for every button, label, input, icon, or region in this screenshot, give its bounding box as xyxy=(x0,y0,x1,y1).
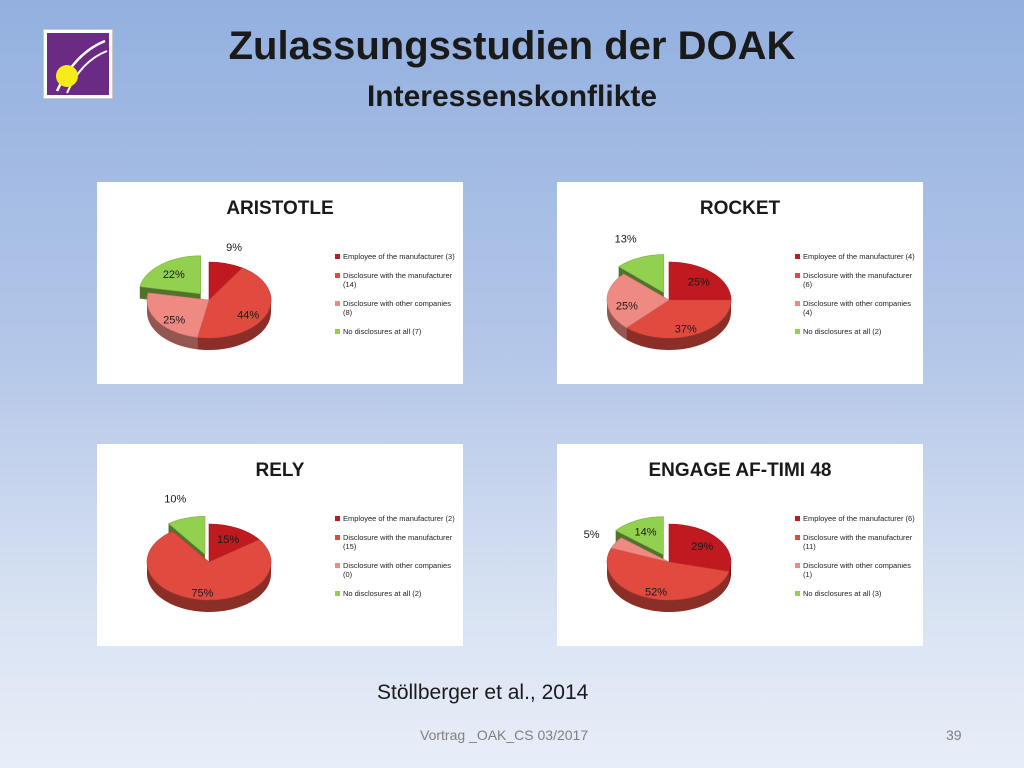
legend-item-disclosure-other xyxy=(795,561,921,580)
legend-item-disclosure-manufacturer xyxy=(795,271,921,290)
page-title: Zulassungsstudien der DOAK xyxy=(228,24,796,68)
legend-swatch xyxy=(335,516,340,521)
legend-label: No disclosures at all (2) xyxy=(343,588,422,598)
legend-swatch xyxy=(335,591,340,596)
legend-swatch xyxy=(335,563,340,568)
chart-legend xyxy=(335,514,461,607)
chart-card-rely xyxy=(97,444,463,646)
chart-title: ARISTOTLE xyxy=(226,198,334,219)
legend-swatch xyxy=(795,563,800,568)
legend-label: Disclosure with other companies (0) xyxy=(343,560,451,579)
page-number: 39 xyxy=(946,727,962,743)
footer-text: Vortrag _OAK_CS 03/2017 xyxy=(420,727,589,743)
legend-item-employee xyxy=(335,514,461,524)
page-subtitle: Interessenskonflikte xyxy=(366,80,658,113)
chart-title: ROCKET xyxy=(699,198,781,219)
legend-item-employee xyxy=(795,514,921,524)
legend-swatch xyxy=(795,591,800,596)
legend-label: Employee of the manufacturer (4) xyxy=(803,252,915,261)
data-label-disclosure-manufacturer: 44% xyxy=(237,309,260,322)
legend-label: Disclosure with other companies (1) xyxy=(803,560,911,579)
legend-label: Employee of the manufacturer (3) xyxy=(343,252,455,261)
data-label-employee: 25% xyxy=(687,276,710,289)
legend-item-disclosure-other xyxy=(335,299,461,318)
chart-title: RELY xyxy=(255,460,305,481)
data-label-disclosure-manufacturer: 75% xyxy=(191,587,214,600)
legend-item-no-disclosure xyxy=(795,327,921,337)
data-label-employee: 29% xyxy=(691,541,714,554)
legend-swatch xyxy=(795,516,800,521)
legend-swatch xyxy=(335,301,340,306)
legend-swatch xyxy=(795,535,800,540)
legend-label: Disclosure with other companies (4) xyxy=(803,298,911,317)
legend-label: No disclosures at all (2) xyxy=(803,326,882,336)
legend-label: Disclosure with the manufacturer (15) xyxy=(343,532,453,551)
citation: Stöllberger et al., 2014 xyxy=(377,681,589,704)
chart-legend xyxy=(335,252,461,345)
chart-legend xyxy=(795,514,921,607)
data-label-no-disclosure: 22% xyxy=(162,268,185,281)
legend-item-disclosure-manufacturer xyxy=(335,271,461,290)
data-label-no-disclosure: 13% xyxy=(614,233,637,246)
legend-label: No disclosures at all (3) xyxy=(803,588,882,598)
legend-label: Disclosure with the manufacturer (14) xyxy=(343,270,453,289)
chart-legend xyxy=(795,252,921,345)
legend-label: Disclosure with the manufacturer (6) xyxy=(803,270,913,289)
data-label-disclosure-other: 25% xyxy=(615,300,638,313)
legend-item-disclosure-manufacturer xyxy=(335,533,461,552)
data-label-disclosure-manufacturer: 37% xyxy=(674,323,697,336)
legend-swatch xyxy=(335,273,340,278)
legend-label: Employee of the manufacturer (2) xyxy=(343,514,455,523)
legend-item-disclosure-manufacturer xyxy=(795,533,921,552)
legend-item-no-disclosure xyxy=(335,589,461,599)
legend-item-no-disclosure xyxy=(335,327,461,337)
legend-swatch xyxy=(795,273,800,278)
chart-title: ENGAGE AF-TIMI 48 xyxy=(648,460,832,481)
legend-label: No disclosures at all (7) xyxy=(343,326,422,336)
legend-swatch xyxy=(795,301,800,306)
legend-item-disclosure-other xyxy=(335,561,461,580)
legend-swatch xyxy=(795,254,800,259)
legend-label: Employee of the manufacturer (6) xyxy=(803,514,915,523)
data-label-disclosure-manufacturer: 52% xyxy=(644,586,667,599)
legend-swatch xyxy=(335,329,340,334)
data-label-employee: 15% xyxy=(217,533,240,546)
data-label-disclosure-other: 25% xyxy=(163,314,186,327)
legend-item-disclosure-other xyxy=(795,299,921,318)
chart-card-rocket xyxy=(557,182,923,384)
data-label-no-disclosure: 10% xyxy=(164,493,187,506)
chart-card-engage xyxy=(557,444,923,646)
data-label-employee: 9% xyxy=(226,242,243,255)
data-label-no-disclosure: 14% xyxy=(634,526,657,539)
legend-label: Disclosure with other companies (8) xyxy=(343,298,451,317)
legend-item-employee xyxy=(795,252,921,262)
data-label-disclosure-other: 5% xyxy=(583,528,600,541)
chart-card-aristotle xyxy=(97,182,463,384)
legend-swatch xyxy=(335,535,340,540)
legend-swatch xyxy=(795,329,800,334)
legend-item-no-disclosure xyxy=(795,589,921,599)
legend-swatch xyxy=(335,254,340,259)
legend-label: Disclosure with the manufacturer (11) xyxy=(803,532,913,551)
legend-item-employee xyxy=(335,252,461,262)
